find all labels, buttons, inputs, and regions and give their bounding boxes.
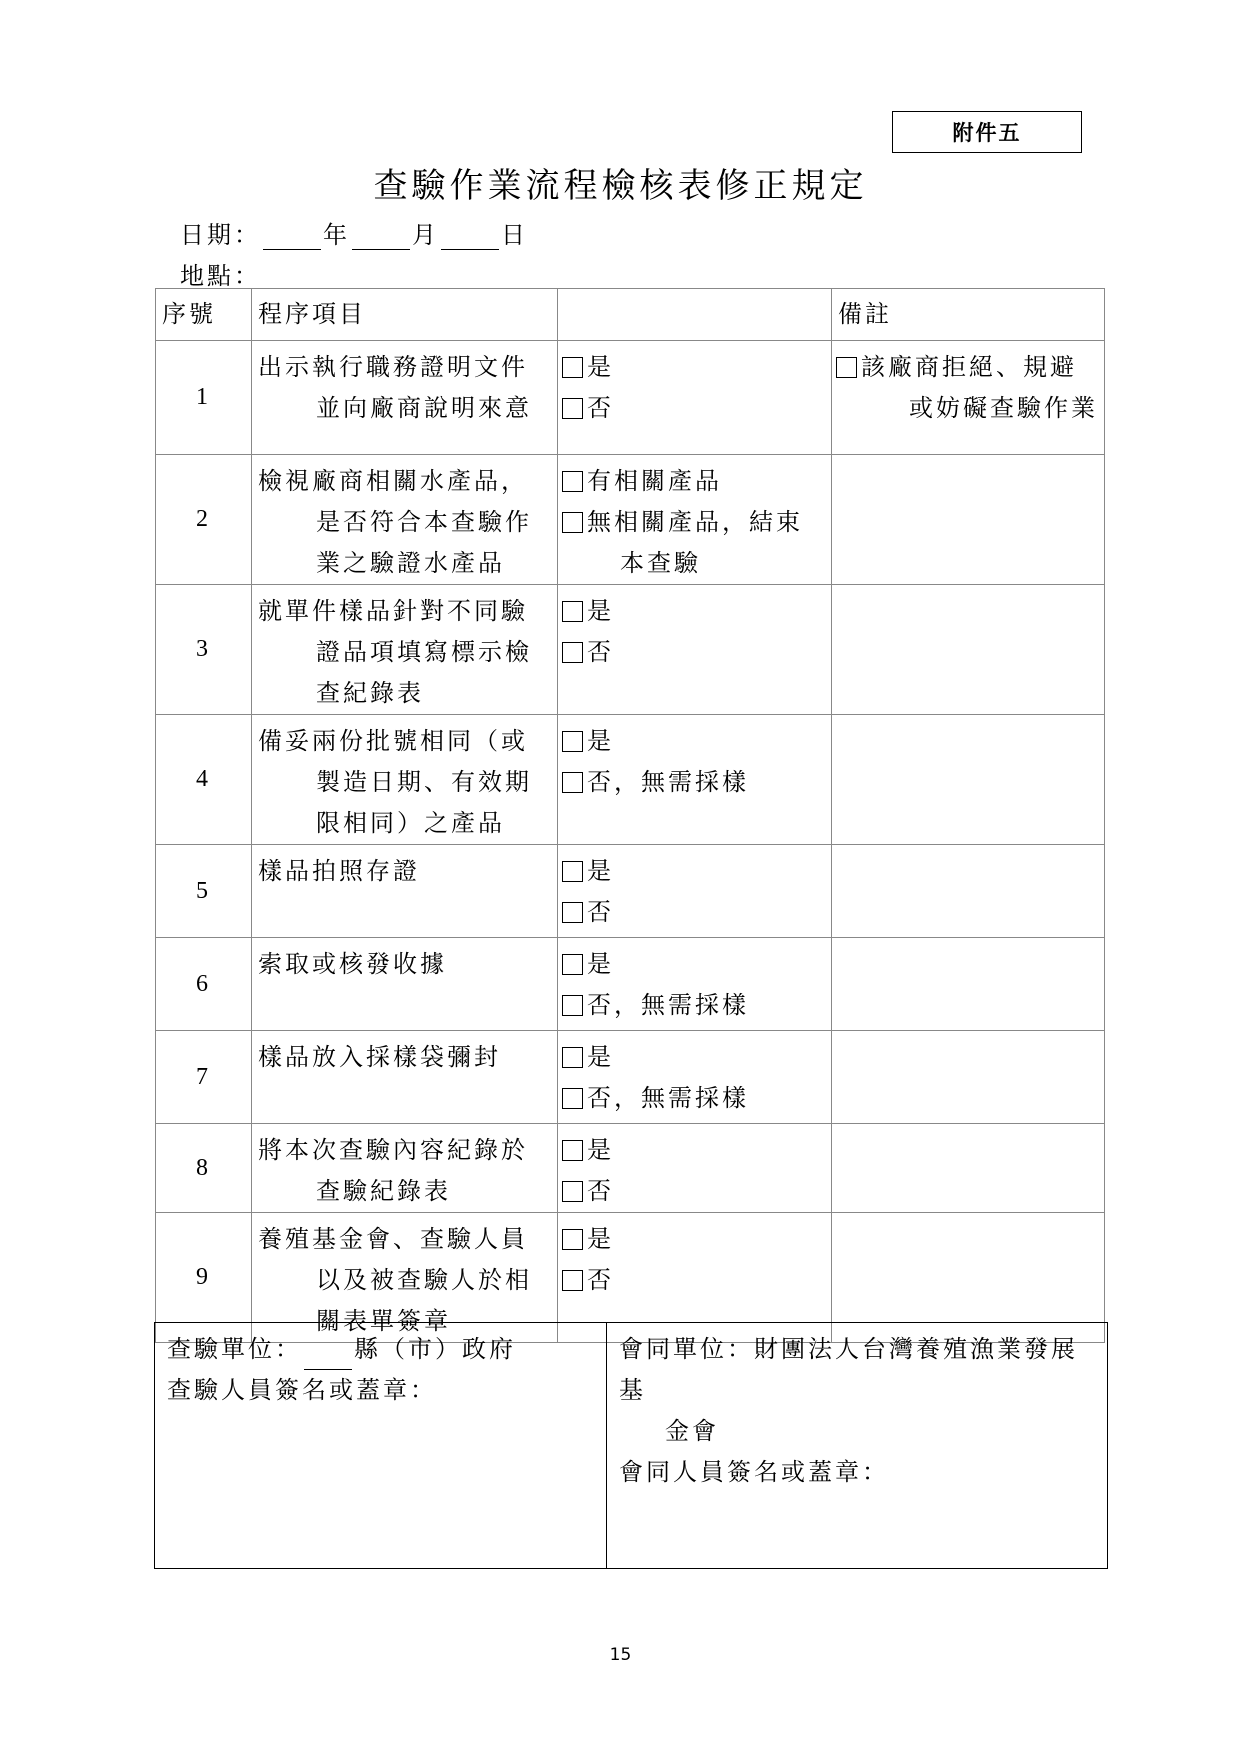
checkbox[interactable]: [562, 1047, 583, 1068]
row-number: 1: [156, 341, 252, 455]
option-label: 否，無需採樣: [587, 1084, 749, 1112]
procedure-item-cont: 是否符合本查驗作業之驗證水產品: [316, 508, 532, 577]
check-cell: [558, 341, 832, 455]
checkbox[interactable]: [562, 1181, 583, 1202]
day-label: 日: [501, 221, 528, 249]
place-line: [180, 256, 261, 291]
option-label: 是: [587, 857, 614, 885]
check-option[interactable]: [562, 1260, 827, 1301]
inspector-signature-label: 查驗人員簽名或蓋章：: [167, 1376, 437, 1404]
option-label: 是: [587, 727, 614, 755]
option-label: 無相關產品，結束: [587, 508, 803, 536]
remark-cell: [832, 341, 1105, 455]
check-option[interactable]: [562, 591, 827, 632]
procedure-item: 檢視廠商相關水產品，: [258, 467, 528, 495]
procedure-item-cell: [252, 715, 558, 845]
option-label: 有相關產品: [587, 467, 722, 495]
page-title: 查驗作業流程檢核表修正規定: [373, 166, 868, 206]
year-blank[interactable]: [263, 225, 321, 250]
checkbox[interactable]: [562, 902, 583, 923]
option-label: 否，無需採樣: [587, 991, 749, 1019]
checkbox[interactable]: [562, 512, 583, 533]
checkbox[interactable]: [562, 601, 583, 622]
row-number: 7: [156, 1031, 252, 1124]
checkbox[interactable]: [562, 398, 583, 419]
check-cell: [558, 715, 832, 845]
row-number: 6: [156, 938, 252, 1031]
remark-text-cont: 或妨礙查驗作業: [909, 394, 1098, 422]
check-cell: [558, 455, 832, 585]
checkbox[interactable]: [562, 861, 583, 882]
inspecting-unit-label: 查驗單位：: [167, 1335, 302, 1363]
inspecting-unit-suffix: 縣（市）政府: [354, 1335, 516, 1363]
check-option[interactable]: [562, 721, 827, 762]
header-no: 序號: [156, 289, 252, 341]
option-label: 是: [587, 1225, 614, 1253]
check-option[interactable]: [562, 985, 827, 1026]
procedure-item: 備妥兩份批號相同（或: [258, 727, 528, 755]
checkbox[interactable]: [562, 772, 583, 793]
checkbox[interactable]: [562, 642, 583, 663]
option-label: 否: [587, 1177, 614, 1205]
check-option[interactable]: [562, 502, 827, 584]
option-label: 否: [587, 394, 614, 422]
procedure-item-cont: 查驗紀錄表: [316, 1177, 451, 1205]
checkbox[interactable]: [562, 357, 583, 378]
procedure-item-cont: 並向廠商說明來意: [316, 394, 532, 422]
row-number: 4: [156, 715, 252, 845]
table-row: [156, 715, 1105, 845]
check-cell: [558, 1031, 832, 1124]
remark-cell: [832, 585, 1105, 715]
date-line: [180, 215, 528, 250]
procedure-item-cell: [252, 938, 558, 1031]
row-number: 8: [156, 1124, 252, 1213]
table-row: [156, 1031, 1105, 1124]
procedure-item-cell: [252, 845, 558, 938]
header-item: 程序項目: [252, 289, 558, 341]
checkbox[interactable]: [562, 1270, 583, 1291]
procedure-item-cell: [252, 585, 558, 715]
table-row: [156, 341, 1105, 455]
option-label: 否: [587, 1266, 614, 1294]
remark-cell: [832, 845, 1105, 938]
procedure-item-cell: [252, 341, 558, 455]
day-blank[interactable]: [441, 225, 499, 250]
check-option[interactable]: [562, 347, 827, 388]
option-label: 是: [587, 353, 614, 381]
procedure-item: 出示執行職務證明文件: [258, 353, 528, 381]
check-option[interactable]: [562, 632, 827, 673]
checkbox[interactable]: [562, 731, 583, 752]
header-remark: 備註: [832, 289, 1105, 341]
row-number: 5: [156, 845, 252, 938]
remark-cell: [832, 715, 1105, 845]
checkbox[interactable]: [562, 1088, 583, 1109]
date-label: 日期：: [180, 221, 261, 249]
procedure-item: 樣品拍照存證: [258, 857, 420, 885]
procedure-item-cont: 製造日期、有效期限相同）之產品: [316, 768, 532, 837]
check-option[interactable]: [562, 1171, 827, 1212]
checkbox[interactable]: [562, 471, 583, 492]
check-cell: [558, 585, 832, 715]
check-option[interactable]: [562, 944, 827, 985]
month-label: 月: [412, 221, 439, 249]
check-option[interactable]: [562, 388, 827, 429]
checklist-table: [155, 288, 1105, 1343]
option-label: 否: [587, 638, 614, 666]
option-label: 否，無需採樣: [587, 768, 749, 796]
checkbox[interactable]: [562, 995, 583, 1016]
accompanying-unit-cont: 金會: [665, 1417, 719, 1445]
option-label-cont: 本查驗: [620, 549, 701, 577]
procedure-item-cell: [252, 1124, 558, 1213]
checkbox[interactable]: [562, 954, 583, 975]
check-option[interactable]: [562, 461, 827, 502]
check-option[interactable]: [562, 1078, 827, 1119]
annex-label: 附件五: [892, 111, 1082, 153]
table-row: [156, 455, 1105, 585]
procedure-item-cont: 以及被查驗人於相關表單簽章: [316, 1266, 532, 1335]
place-label: 地點：: [180, 262, 261, 290]
signature-row: [155, 1323, 1108, 1569]
table-row: [156, 938, 1105, 1031]
check-cell: [558, 1124, 832, 1213]
option-label: 是: [587, 1136, 614, 1164]
table-row: [156, 1124, 1105, 1213]
year-label: 年: [323, 221, 350, 249]
remark-text: 該廠商拒絕、規避: [861, 353, 1077, 381]
option-label: 否: [587, 898, 614, 926]
procedure-item: 樣品放入採樣袋彌封: [258, 1043, 501, 1071]
option-label: 是: [587, 1043, 614, 1071]
check-cell: [558, 938, 832, 1031]
table-row: [156, 585, 1105, 715]
option-label: 是: [587, 597, 614, 625]
remark-cell: [832, 1124, 1105, 1213]
checkbox[interactable]: [836, 357, 857, 378]
month-blank[interactable]: [352, 225, 410, 250]
check-cell: [558, 845, 832, 938]
county-blank[interactable]: [304, 1345, 352, 1370]
table-header-row: [156, 289, 1105, 341]
procedure-item: 將本次查驗內容紀錄於: [258, 1136, 528, 1164]
row-number: 9: [156, 1213, 252, 1343]
procedure-item: 就單件樣品針對不同驗: [258, 597, 528, 625]
row-number: 2: [156, 455, 252, 585]
option-label: 是: [587, 950, 614, 978]
check-option[interactable]: [562, 762, 827, 803]
accompanying-unit-label: 會同單位：財團法人台灣養殖漁業發展基: [619, 1335, 1078, 1404]
check-option[interactable]: [562, 1130, 827, 1171]
procedure-item: 養殖基金會、查驗人員: [258, 1225, 528, 1253]
procedure-item-cell: [252, 455, 558, 585]
procedure-item-cont: 證品項填寫標示檢查紀錄表: [316, 638, 532, 707]
procedure-item: 索取或核發收據: [258, 950, 447, 978]
check-option[interactable]: [562, 1037, 827, 1078]
inspecting-unit-cell[interactable]: [155, 1323, 607, 1569]
signature-table: [154, 1322, 1108, 1569]
check-option[interactable]: [562, 851, 827, 892]
row-number: 3: [156, 585, 252, 715]
header-check: [558, 289, 832, 341]
accompanying-unit-cell[interactable]: [607, 1323, 1108, 1569]
checkbox[interactable]: [562, 1140, 583, 1161]
accompanying-signature-label: 會同人員簽名或蓋章：: [619, 1458, 889, 1486]
checkbox[interactable]: [562, 1229, 583, 1250]
remark-cell: [832, 938, 1105, 1031]
remark-cell: [832, 455, 1105, 585]
procedure-item-cell: [252, 1031, 558, 1124]
table-row: [156, 845, 1105, 938]
page-number: 15: [609, 1645, 632, 1665]
remark-cell: [832, 1031, 1105, 1124]
check-option[interactable]: [562, 892, 827, 933]
check-option[interactable]: [562, 1219, 827, 1260]
